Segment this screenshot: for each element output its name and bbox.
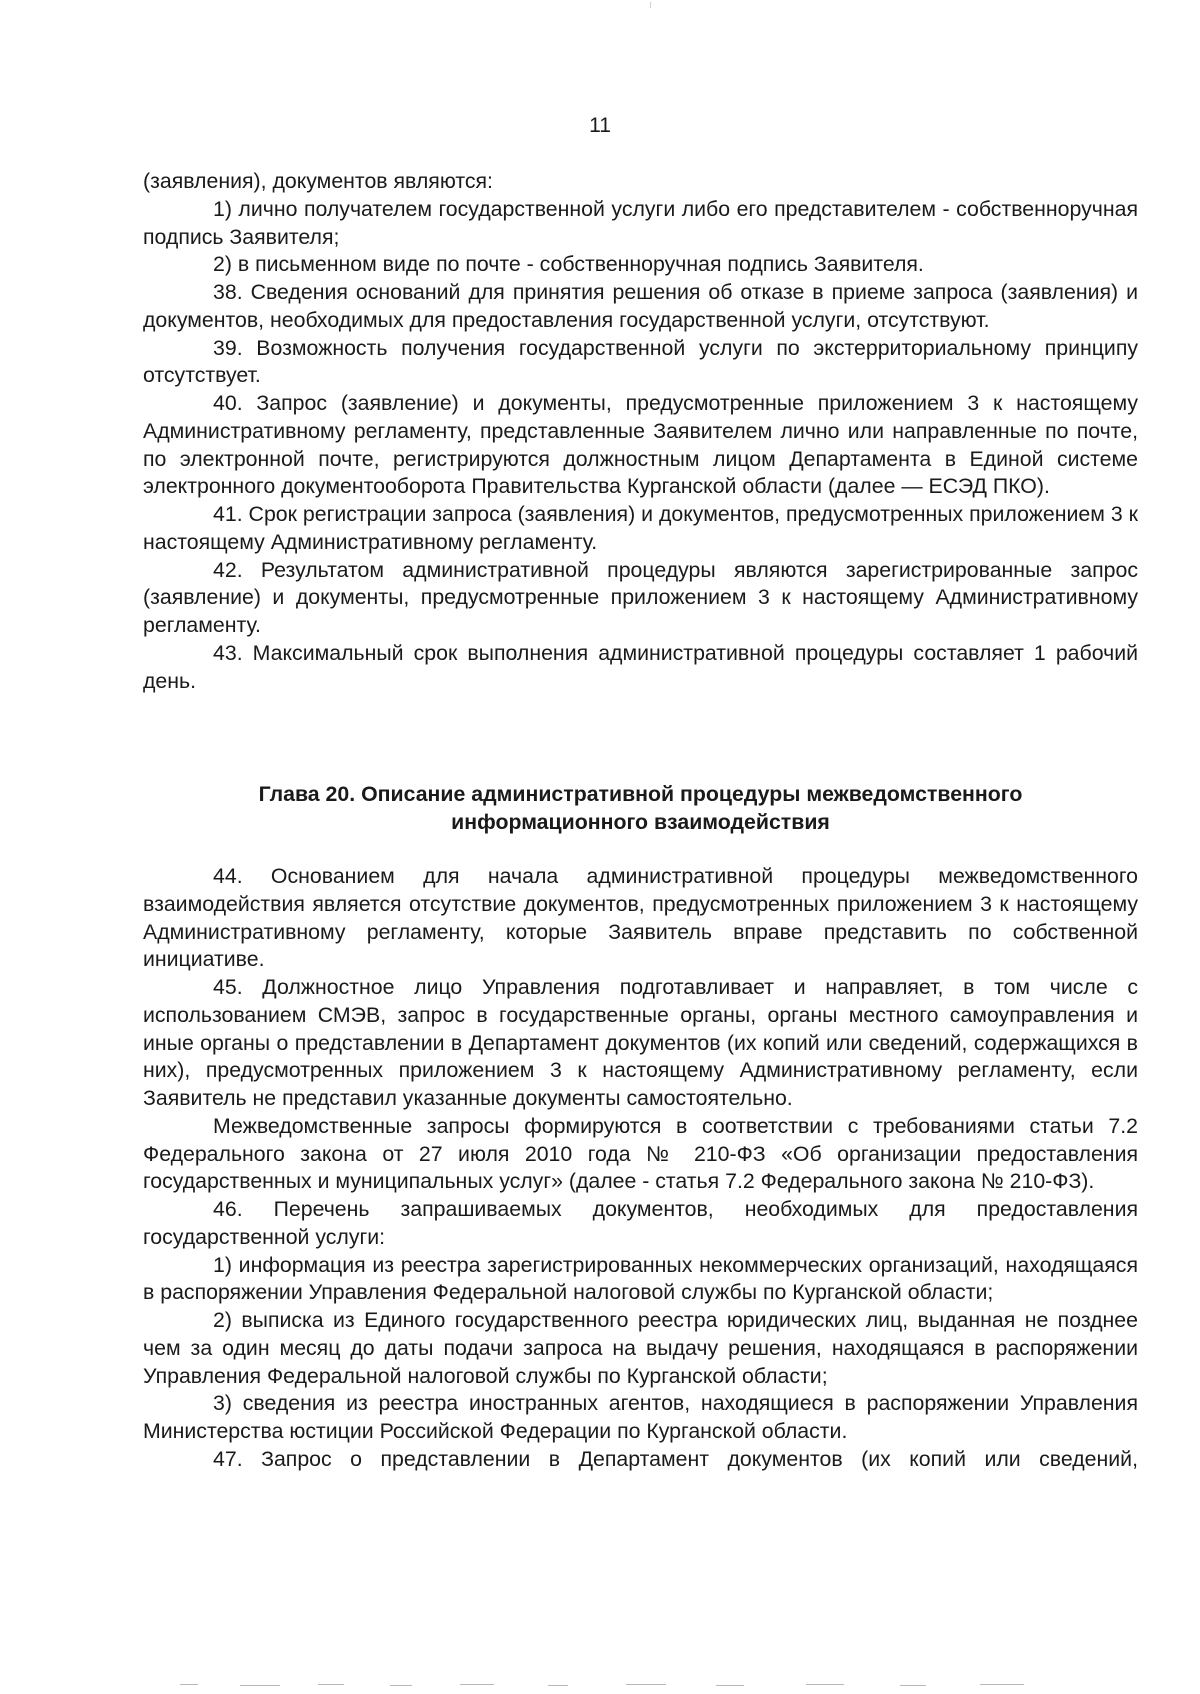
chapter-heading-line: Глава 20. Описание административной процедуры межведомственного <box>258 782 1023 806</box>
page-number: 11 <box>589 114 611 137</box>
scan-artifact <box>900 1685 926 1686</box>
paragraph: 44. Основанием для начала административной процедуры межведомственного взаимодействия является отсутствие документов, предусмотренных приложением 3 к настоящему Административному регламенту, которые Заявитель вправе представить по собственной инициативе. <box>143 864 1138 972</box>
scan-artifact <box>180 1684 198 1685</box>
paragraph: 43. Максимальный срок выполнения административной процедуры составляет 1 рабочий день. <box>143 640 1138 693</box>
paragraph: 2) выписка из Единого государственного реестра юридических лиц, выданная не позднее чем за один месяц до даты подачи запроса на выдачу решения, находящаяся в распоряжении Управления Федеральной налоговой службы по Курганской области; <box>143 1308 1138 1388</box>
paragraph: 40. Запрос (заявление) и документы, предусмотренные приложением 3 к настоящему Административному регламенту, представленные Заявителем лично или направленные по почте, по электронной почте, регистрируются должностным лицом Департамента в Единой системе электронного документооборота Правительства Курганской области (далее — ЕСЭД ПКО). <box>143 391 1138 499</box>
paragraph: Межведомственные запросы формируются в соответствии с требованиями статьи 7.2 Федерального закона от 27 июля 2010 года № 210-ФЗ «Об организации предоставления государственных и муниципальных услуг» (далее - статья 7.2 Федерального закона № 210-ФЗ). <box>143 1113 1138 1194</box>
chapter-heading-line: информационного взаимодействия <box>451 809 830 834</box>
body-text-top <box>143 168 1138 695</box>
paragraph: 2) в письменном виде по почте - собственноручная подпись Заявителя. <box>213 252 924 277</box>
scan-artifact <box>626 1684 666 1685</box>
scan-artifact <box>980 1684 1024 1685</box>
scan-artifact <box>716 1685 744 1686</box>
paragraph: 45. Должностное лицо Управления подготавливает и направляет, в том числе с использованием СМЭВ, запрос в государственные органы, органы местного самоуправления и иные органы о представлении в Департамент документов (их копий или сведений, содержащихся в них), предусмотренных приложением 3 к настоящему Административному регламенту, если Заявитель не представил указанные документы самостоятельно. <box>143 975 1138 1110</box>
scan-artifact <box>548 1685 568 1686</box>
paragraph: 39. Возможность получения государственной услуги по экстерриториальному принципу отсутствует. <box>143 335 1138 388</box>
scan-artifact <box>390 1685 412 1686</box>
paragraph: (заявления), документов являются: <box>143 169 493 193</box>
paragraph: 1) информация из реестра зарегистрированных некоммерческих организаций, находящаяся в распоряжении Управления Федеральной налоговой службы по Курганской области; <box>143 1252 1138 1305</box>
paragraph: 3) сведения из реестра иностранных агентов, находящиеся в распоряжении Управления Министерства юстиции Российской Федерации по Курганской области. <box>143 1391 1138 1443</box>
paragraph: 47. Запрос о представлении в Департамент документов (их копий или сведений, <box>213 1446 1138 1471</box>
body-text-bottom <box>143 863 1138 1474</box>
scan-artifact-top <box>650 2 651 8</box>
paragraph: 38. Сведения оснований для принятия решения об отказе в приеме запроса (заявления) и документов, необходимых для предоставления государственной услуги, отсутствуют. <box>143 280 1138 332</box>
paragraph: 42. Результатом административной процедуры являются зарегистрированные запрос (заявление) и документы, предусмотренные приложением 3 к настоящему Административному регламенту. <box>143 557 1138 637</box>
scan-artifact <box>806 1684 844 1685</box>
scan-artifact <box>318 1684 344 1685</box>
chapter-heading <box>143 781 1138 837</box>
scan-artifact <box>460 1684 494 1685</box>
paragraph: 41. Срок регистрации запроса (заявления) и документов, предусмотренных приложением 3 к настоящему Административному регламенту. <box>143 502 1138 554</box>
paragraph: 46. Перечень запрашиваемых документов, необходимых для предоставления государственной услуги: <box>143 1197 1138 1249</box>
paragraph: 1) лично получателем государственной услуги либо его представителем - собственноручная подпись Заявителя; <box>143 196 1138 249</box>
scan-artifact <box>240 1685 280 1686</box>
